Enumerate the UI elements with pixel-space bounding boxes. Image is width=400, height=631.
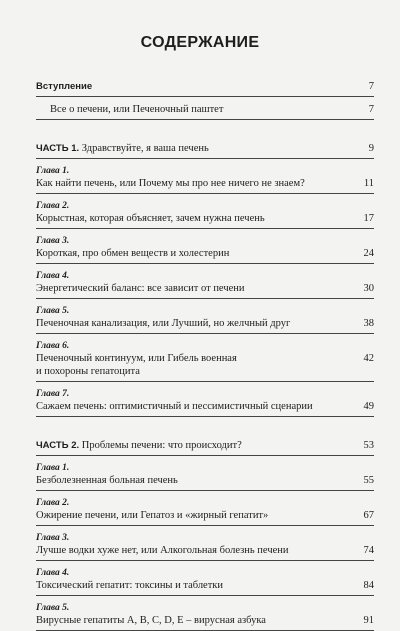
chapter-label: Глава 6. [36, 341, 70, 351]
table-of-contents [36, 80, 374, 631]
chapter-label: Глава 2. [36, 498, 70, 508]
part1-chapter-3 [36, 235, 374, 264]
toc-entry-part1 [36, 142, 374, 159]
chapter-title: Печеночная канализация, или Лучший, но желчный друг [36, 318, 291, 329]
chapter-title-line-1: Печеночный континуум, или Гибель военная [36, 353, 237, 364]
chapter-label: Глава 4. [36, 568, 70, 578]
chapter-title: Безболезненная больная печень [36, 475, 178, 486]
part2-chapter-5 [36, 602, 374, 631]
chapter-title: Лучше водки хуже нет, или Алкогольная болезнь печени [36, 545, 289, 556]
chapter-title: Вирусные гепатиты A, B, C, D, E – вирусная азбука [36, 615, 266, 626]
chapter-page: 67 [363, 510, 374, 521]
part2-chapter-3 [36, 532, 374, 561]
chapter-title: Сажаем печень: оптимистичный и пессимистичный сценарии [36, 401, 313, 412]
part1-label: ЧАСТЬ 1. [36, 143, 80, 154]
chapter-page: 91 [363, 615, 374, 626]
chapter-page: 74 [363, 545, 374, 556]
chapter-title: Ожирение печени, или Гепатоз и «жирный гепатит» [36, 510, 269, 521]
chapter-page: 42 [363, 353, 374, 364]
chapter-label: Глава 5. [36, 603, 70, 613]
part1-text: Здравствуйте, я ваша печень [81, 143, 209, 154]
chapter-title: Как найти печень, или Почему мы про нее ничего не знаем? [36, 178, 305, 189]
intro-page: 7 [368, 81, 374, 92]
chapter-page: 17 [363, 213, 374, 224]
chapter-label: Глава 1. [36, 463, 70, 473]
chapter-page: 49 [363, 401, 374, 412]
chapter-title: Энергетический баланс: все зависит от печени [36, 283, 245, 294]
chapter-label: Глава 3. [36, 533, 70, 543]
chapter-label: Глава 3. [36, 236, 70, 246]
chapter-title: Корыстная, которая объясняет, зачем нужна печень [36, 213, 265, 224]
chapter-page: 38 [363, 318, 374, 329]
chapter-label: Глава 5. [36, 306, 70, 316]
chapter-page: 55 [363, 475, 374, 486]
chapter-page: 11 [363, 178, 374, 189]
intro-sub-label: Все о печени, или Печеночный паштет [50, 104, 224, 115]
intro-sub-page: 7 [368, 104, 374, 115]
part1-chapter-6 [36, 340, 374, 382]
toc-entry-intro-sub [36, 103, 374, 120]
part1-chapter-5 [36, 305, 374, 334]
chapter-label: Глава 1. [36, 166, 70, 176]
part1-chapter-2 [36, 200, 374, 229]
part2-chapter-2 [36, 497, 374, 526]
chapter-label: Глава 7. [36, 389, 70, 399]
part1-chapter-1 [36, 165, 374, 194]
chapter-page: 84 [363, 580, 374, 591]
chapter-page: 30 [363, 283, 374, 294]
toc-entry-part2 [36, 439, 374, 456]
part2-page: 53 [363, 440, 374, 451]
page-title: СОДЕРЖАНИЕ [140, 34, 260, 51]
part1-chapter-4 [36, 270, 374, 299]
part2-chapter-1 [36, 462, 374, 491]
part1-page: 9 [368, 143, 374, 154]
chapter-label: Глава 2. [36, 201, 70, 211]
part2-label: ЧАСТЬ 2. [36, 440, 80, 451]
part2-chapter-4 [36, 567, 374, 596]
chapter-title: Токсический гепатит: токсины и таблетки [36, 580, 224, 591]
chapter-title-line-2: и похороны гепатоцита [36, 366, 140, 377]
chapter-page: 24 [363, 248, 374, 259]
chapter-label: Глава 4. [36, 271, 70, 281]
part2-text: Проблемы печени: что происходит? [81, 440, 242, 451]
toc-entry-intro [36, 80, 374, 97]
chapter-title: Короткая, про обмен веществ и холестерин [36, 248, 230, 259]
intro-label: Вступление [36, 81, 93, 92]
part1-chapter-7 [36, 388, 374, 417]
